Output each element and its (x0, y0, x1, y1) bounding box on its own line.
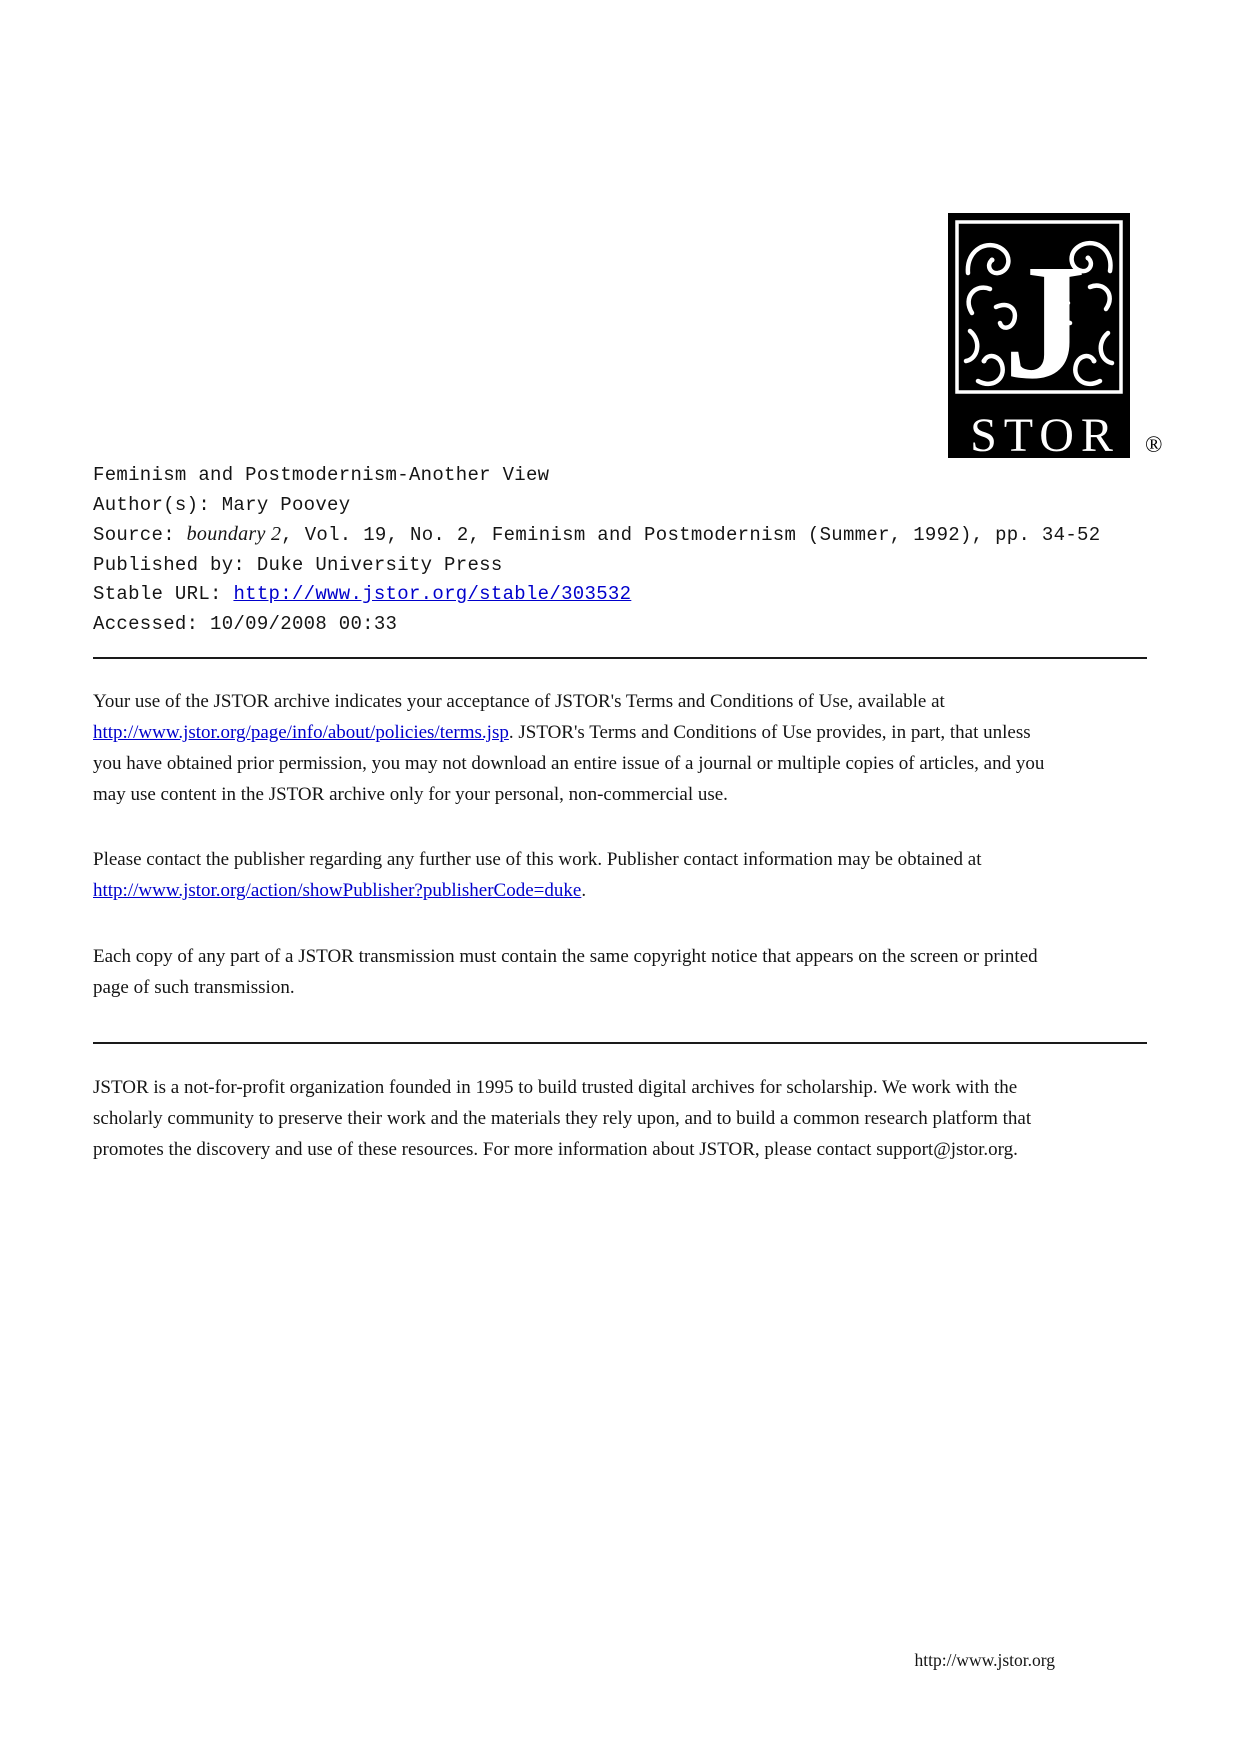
logo-wordmark: STOR (970, 409, 1120, 458)
author-name: Mary Poovey (221, 493, 351, 516)
publisher-label: Published by: (93, 553, 257, 576)
stable-url-line (93, 580, 1173, 610)
author-label: Author(s): (93, 493, 222, 516)
terms-text-after-link: . JSTOR's Terms and Conditions of Use provides, in part, that unless you have obtained prior permission, you may not download an entire issue of a journal or multiple copies of articles, and you may use content in the JSTOR archive only for your personal, non-commercial use. (93, 722, 1045, 805)
terms-policy-link[interactable]: http://www.jstor.org/page/info/about/policies/terms.jsp (93, 722, 509, 743)
accessed-line (93, 610, 1173, 640)
stable-url-link[interactable]: http://www.jstor.org/stable/303532 (233, 583, 632, 605)
journal-title: boundary 2 (186, 523, 282, 545)
source-line (93, 520, 1173, 551)
footer-jstor-url: http://www.jstor.org (914, 1650, 1055, 1670)
copyright-notice-paragraph: Each copy of any part of a JSTOR transmission must contain the same copyright notice that appears on the screen or printed page of such transmission. (93, 946, 1038, 998)
jstor-logo (948, 213, 1163, 458)
publisher-contact-paragraph (93, 844, 1055, 906)
about-jstor-paragraph: JSTOR is a not-for-profit organization founded in 1995 to build trusted digital archives for scholarship. We work with the scholarly community to preserve their work and the materials they rely upon, and to build a common research platform that promotes the discovery and use of these resources. For more information about JSTOR, please contact support@jstor.org. (93, 1077, 1032, 1160)
publisher-line (93, 551, 1173, 581)
article-title: Feminism and Postmodernism-Another View (93, 464, 550, 486)
citation-block (93, 461, 1173, 639)
logo-letter-j: J (1003, 230, 1087, 413)
show-publisher-link[interactable]: http://www.jstor.org/action/showPublisher?publisherCode=duke (93, 880, 582, 901)
horizontal-rule-top (93, 657, 1147, 659)
stable-url-label: Stable URL: (93, 583, 234, 605)
terms-text-before-link: Your use of the JSTOR archive indicates your acceptance of JSTOR's Terms and Conditions of Use, available at (93, 691, 945, 712)
accessed-label: Accessed: (93, 612, 211, 635)
horizontal-rule-bottom (93, 1042, 1147, 1044)
jstor-logo-graphic (948, 213, 1130, 458)
publisher-text-before-link: Please contact the publisher regarding any further use of this work. Publisher contact information may be obtained at (93, 849, 982, 870)
terms-of-use-paragraph (93, 686, 1055, 810)
source-label: Source: (93, 524, 187, 546)
publisher-text-after-link: . (581, 880, 587, 901)
registered-trademark-symbol: ® (1145, 432, 1163, 457)
publisher-name: Duke University Press (256, 553, 503, 576)
source-details: , Vol. 19, No. 2, Feminism and Postmodernism (Summer, 1992), pp. 34-52 (281, 524, 1101, 546)
author-line (93, 491, 1173, 521)
accessed-timestamp: 10/09/2008 00:33 (210, 612, 398, 635)
